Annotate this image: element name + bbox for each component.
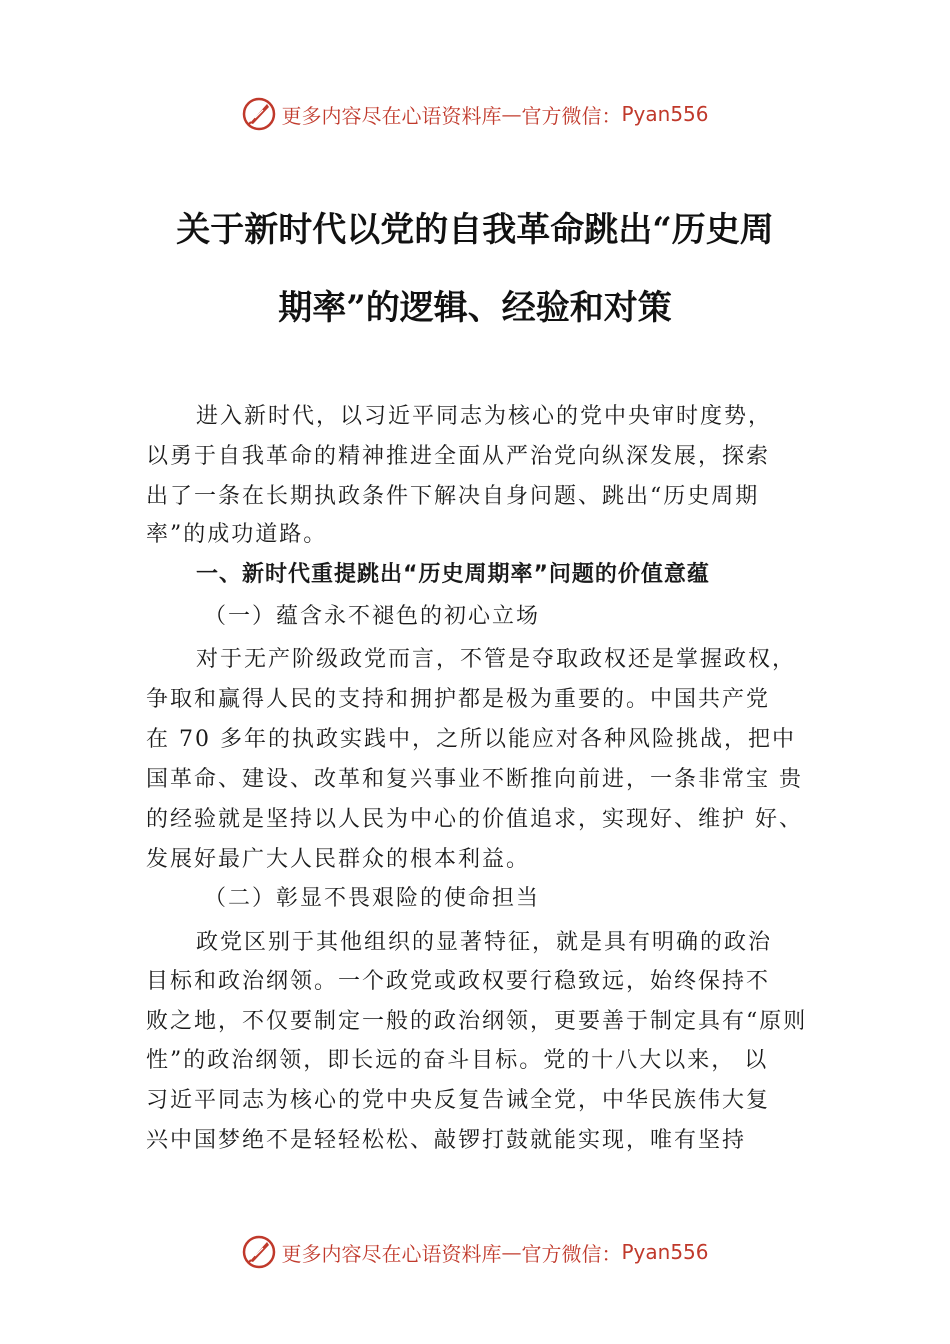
banner-contact-label: 官方微信： [521,103,622,128]
quill-pen-logo-icon [241,96,277,132]
subsection-1-line: 的经验就是坚持以人民为中心的价值追求，实现好、维护 好、 [146,807,803,832]
subsection-1-line: 争取和赢得人民的支持和拥护都是极为重要的。中国共产党 [146,687,771,712]
subsection-2-heading: （二）彰显不畏艰险的使命担当 [204,886,541,911]
intro-line: 出了一条在长期执政条件下解决自身问题、跳出“历史周期 [146,484,760,509]
banner-wechat-id: Pyan556 [621,1240,709,1264]
subsection-2-line: 兴中国梦绝不是轻轻松松、敲锣打鼓就能实现，唯有坚持 [146,1128,747,1153]
subsection-2-line: 政党区别于其他组织的显著特征，就是具有明确的政治 [196,930,773,955]
banner-separator: — [501,102,522,126]
intro-line: 进入新时代，以习近平同志为核心的党中央审时度势， [196,404,773,429]
subsection-2-line: 习近平同志为核心的党中央反复告诫全党，中华民族伟大复 [146,1088,771,1113]
document-title-line-1: 关于新时代以党的自我革命跳出“历史周 [176,210,774,250]
subsection-1-heading: （一）蕴含永不褪色的初心立场 [204,604,541,629]
banner-brand-text: 更多内容尽在心语资料库 [281,103,502,128]
subsection-2-line: 性”的政治纲领，即长远的奋斗目标。党的十八大以来， 以 [146,1048,769,1073]
subsection-2-line: 败之地，不仅要制定一般的政治纲领，更要善于制定具有“原则 [146,1009,808,1034]
subsection-1-line: 发展好最广大人民群众的根本利益。 [146,847,531,872]
subsection-1-line: 对于无产阶级政党而言，不管是夺取政权还是掌握政权， [196,647,797,672]
header-banner [0,94,950,134]
banner-brand-text: 更多内容尽在心语资料库 [281,1241,502,1266]
subsection-2-line: 目标和政治纲领。一个政党或政权要行稳致远，始终保持不 [146,969,771,994]
document-title-line-2: 期率”的逻辑、经验和对策 [278,288,672,328]
section-1-heading: 一、新时代重提跳出“历史周期率”问题的价值意蕴 [196,562,710,587]
banner-wechat-id: Pyan556 [621,102,709,126]
intro-line: 以勇于自我革命的精神推进全面从严治党向纵深发展，探索 [146,444,771,469]
intro-line: 率”的成功道路。 [146,522,328,547]
subsection-1-line: 国革命、建设、改革和复兴事业不断推向前进，一条非常宝 贵 [146,767,803,792]
subsection-1-line: 在 70 多年的执政实践中，之所以能应对各种风险挑战，把中 [146,727,796,752]
banner-contact-label: 官方微信： [521,1241,622,1266]
footer-banner [0,1232,950,1272]
quill-pen-logo-icon [241,1234,277,1270]
banner-separator: — [501,1240,522,1264]
